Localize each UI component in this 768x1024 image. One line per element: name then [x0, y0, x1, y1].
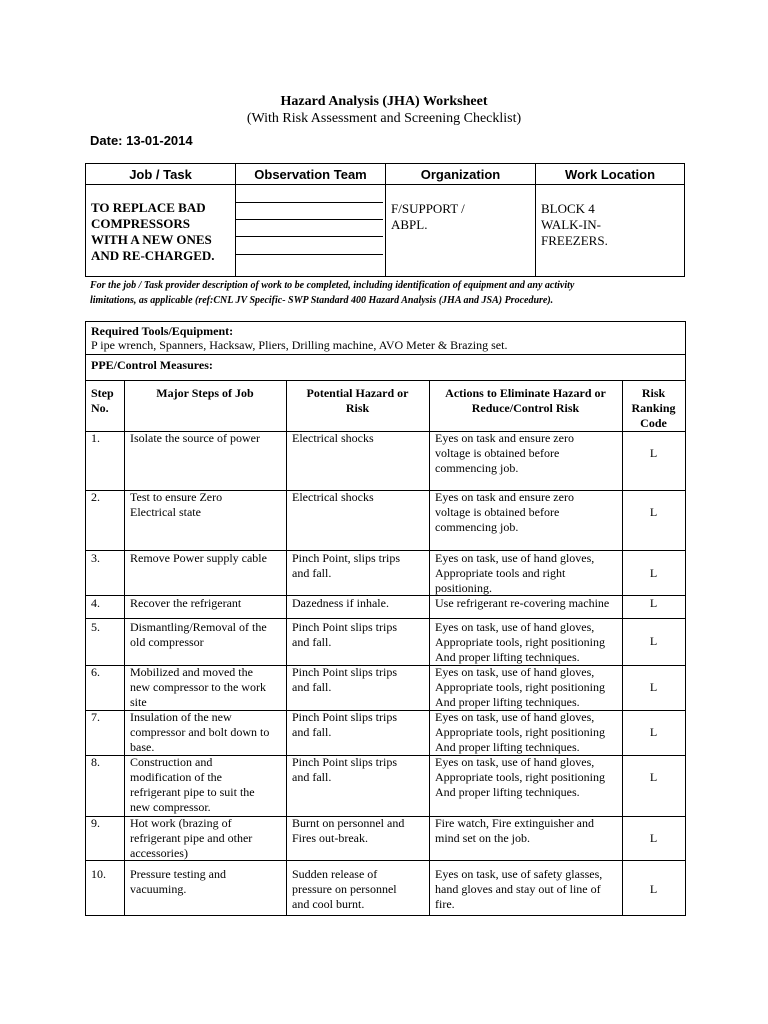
header-divider — [86, 184, 684, 185]
potential-hazard: Sudden release of pressure on personnel and cool burnt. — [292, 867, 397, 911]
risk-code: L — [649, 634, 658, 648]
major-step: Hot work (brazing of refrigerant pipe and other accessories) — [130, 816, 253, 860]
row-divider — [86, 380, 685, 381]
header-actions: Actions to Eliminate Hazard or Reduce/Control Risk — [445, 386, 606, 415]
row-divider — [86, 354, 685, 355]
work-location-value: BLOCK 4 WALK-IN- FREEZERS. — [541, 201, 608, 248]
row-divider — [86, 618, 685, 619]
control-action: Eyes on task, use of hand gloves, Appropriate tools, right positioning And proper lifting techniques. — [435, 620, 605, 664]
major-step: Recover the refrigerant — [130, 596, 242, 610]
major-step: Pressure testing and vacuuming. — [130, 867, 226, 896]
header-observation-team: Observation Team — [254, 167, 367, 182]
column-divider — [429, 380, 430, 915]
risk-code: L — [649, 725, 658, 739]
control-action: Fire watch, Fire extinguisher and mind set on the job. — [435, 816, 594, 845]
potential-hazard: Pinch Point slips trips and fall. — [292, 665, 398, 694]
hazard-analysis-table — [85, 321, 686, 916]
risk-code: L — [649, 831, 658, 845]
header-job-task: Job / Task — [129, 167, 192, 182]
worksheet-date: Date: 13-01-2014 — [90, 133, 193, 148]
risk-code: L — [649, 596, 658, 610]
procedure-note: For the job / Task provider description of work to be completed, including identification of equipment and any activity limitations, as applicable (ref:CNL JV Specific- SWP Standard 400 Hazard Analysis (JHA and JSA) Procedure). — [90, 280, 575, 306]
control-action: Eyes on task and ensure zero voltage is obtained before commencing job. — [435, 431, 574, 475]
step-number: 6. — [91, 665, 100, 679]
control-action: Eyes on task, use of hand gloves, Appropriate tools, right positioning And proper lifting techniques. — [435, 755, 605, 799]
major-step: Isolate the source of power — [130, 431, 260, 445]
potential-hazard: Pinch Point slips trips and fall. — [292, 620, 398, 649]
risk-code: L — [649, 566, 658, 580]
column-divider — [286, 380, 287, 915]
organization-value: F/SUPPORT / ABPL. — [391, 201, 465, 232]
step-number: 5. — [91, 620, 100, 634]
column-divider — [124, 380, 125, 915]
step-number: 4. — [91, 596, 100, 610]
control-action: Eyes on task and ensure zero voltage is obtained before commencing job. — [435, 490, 574, 534]
potential-hazard: Electrical shocks — [292, 431, 374, 445]
step-number: 10. — [91, 867, 106, 881]
header-major-steps: Major Steps of Job — [156, 386, 254, 400]
control-action: Eyes on task, use of hand gloves, Appropriate tools, right positioning And proper lifting techniques. — [435, 665, 605, 709]
header-step-no: Step No. — [91, 386, 114, 415]
risk-code: L — [649, 770, 658, 784]
step-number: 3. — [91, 551, 100, 565]
header-potential-hazard: Potential Hazard or Risk — [306, 386, 409, 415]
team-signature-line[interactable] — [236, 236, 383, 237]
risk-code: L — [649, 505, 658, 519]
control-action: Eyes on task, use of hand gloves, Appropriate tools, right positioning And proper lifting techniques. — [435, 710, 605, 754]
potential-hazard: Pinch Point, slips trips and fall. — [292, 551, 401, 580]
tools-value: P ipe wrench, Spanners, Hacksaw, Pliers, Drilling machine, AVO Meter & Brazing set. — [91, 338, 508, 352]
major-step: Test to ensure Zero Electrical state — [130, 490, 223, 519]
step-number: 1. — [91, 431, 100, 445]
worksheet-title: Hazard Analysis (JHA) Worksheet — [280, 94, 488, 109]
team-signature-line[interactable] — [236, 202, 383, 203]
potential-hazard: Electrical shocks — [292, 490, 374, 504]
major-step: Remove Power supply cable — [130, 551, 267, 565]
header-organization: Organization — [420, 167, 501, 182]
potential-hazard: Dazedness if inhale. — [292, 596, 389, 610]
risk-code: L — [649, 680, 658, 694]
header-risk-code: Risk Ranking Code — [631, 386, 676, 430]
step-number: 9. — [91, 816, 100, 830]
tools-label: Required Tools/Equipment: — [91, 324, 234, 338]
potential-hazard: Burnt on personnel and Fires out-break. — [292, 816, 405, 845]
control-action: Use refrigerant re-covering machine — [435, 596, 610, 610]
worksheet-subtitle: (With Risk Assessment and Screening Checklist) — [246, 111, 522, 126]
step-number: 8. — [91, 755, 100, 769]
header-work-location: Work Location — [564, 167, 656, 182]
team-signature-line[interactable] — [236, 254, 383, 255]
risk-code: L — [649, 882, 658, 896]
control-action: Eyes on task, use of hand gloves, Appropriate tools and right positioning. — [435, 551, 595, 595]
job-task-value: TO REPLACE BAD COMPRESSORS WITH A NEW ONES AND RE-CHARGED. — [91, 200, 215, 263]
team-signature-line[interactable] — [236, 219, 383, 220]
major-step: Insulation of the new compressor and bolt down to base. — [130, 710, 270, 754]
step-number: 2. — [91, 490, 100, 504]
risk-code: L — [649, 446, 658, 460]
step-number: 7. — [91, 710, 100, 724]
ppe-label: PPE/Control Measures: — [91, 358, 213, 372]
major-step: Dismantling/Removal of the old compressor — [130, 620, 267, 649]
job-info-table — [85, 163, 685, 277]
control-action: Eyes on task, use of safety glasses, hand gloves and stay out of line of fire. — [435, 867, 603, 911]
potential-hazard: Pinch Point slips trips and fall. — [292, 755, 398, 784]
major-step: Mobilized and moved the new compressor to the work site — [130, 665, 266, 709]
potential-hazard: Pinch Point slips trips and fall. — [292, 710, 398, 739]
major-step: Construction and modification of the refrigerant pipe to suit the new compressor. — [130, 755, 255, 814]
